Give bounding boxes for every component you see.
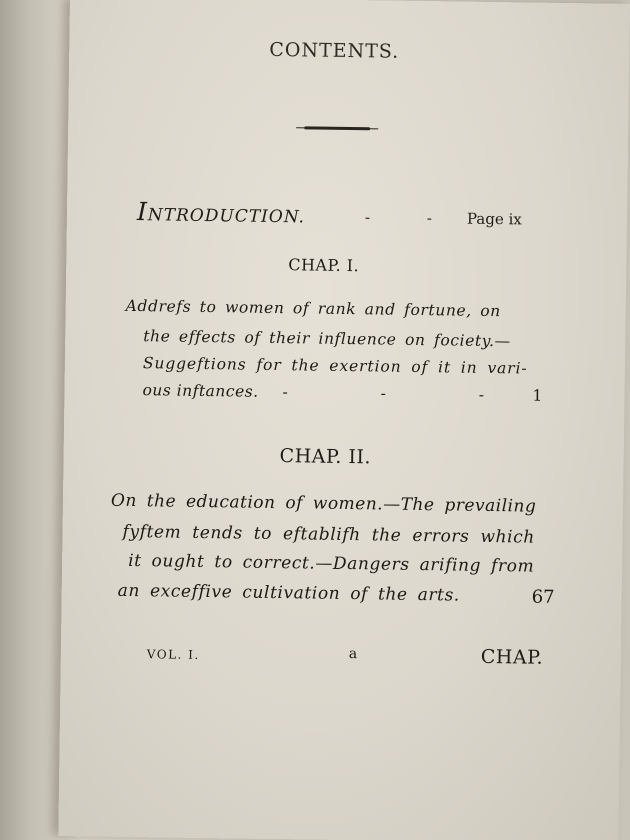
introduction-title-initial: I — [136, 197, 149, 227]
summary-line: it ought to correct.—Dangers arifing from — [128, 550, 535, 577]
summary-line: ous inftances. — [142, 381, 259, 401]
summary-line: Suggeftions for the exertion of it in vari- — [142, 354, 528, 378]
chapter-1-page-number: 1 — [532, 386, 543, 405]
book-page — [58, 0, 630, 840]
introduction-title-rest: NTRODUCTION. — [147, 205, 306, 228]
summary-line: fyftem tends to eftablifh the errors which — [122, 521, 535, 548]
ornament-rule — [304, 126, 370, 130]
summary-line: an exceffive cultivation of the arts. — [117, 580, 461, 606]
summary-line: On the education of women.—The prevailing — [110, 490, 537, 517]
catchword: CHAP. — [480, 645, 544, 669]
leader-dots: - - — [364, 208, 458, 228]
show-through-text — [379, 90, 559, 93]
chapter-1-heading: CHAP. I. — [288, 255, 360, 276]
leader-dots: - - - — [282, 383, 529, 405]
chapter-2-heading: CHAP. II. — [279, 445, 372, 469]
introduction-title — [136, 197, 306, 228]
chapter-2-page-number: 67 — [531, 586, 555, 608]
page-heading: CONTENTS. — [269, 38, 400, 63]
show-through-text — [297, 249, 557, 253]
signature-mark: a — [348, 646, 358, 663]
summary-line: the effects of their influence on fociety.— — [143, 327, 511, 351]
introduction-entry — [137, 197, 537, 232]
volume-label: VOL. I. — [146, 647, 200, 662]
introduction-page-ref: Page ix — [466, 209, 522, 229]
summary-line: Addrefs to women of rank and fortune, on — [125, 296, 501, 321]
